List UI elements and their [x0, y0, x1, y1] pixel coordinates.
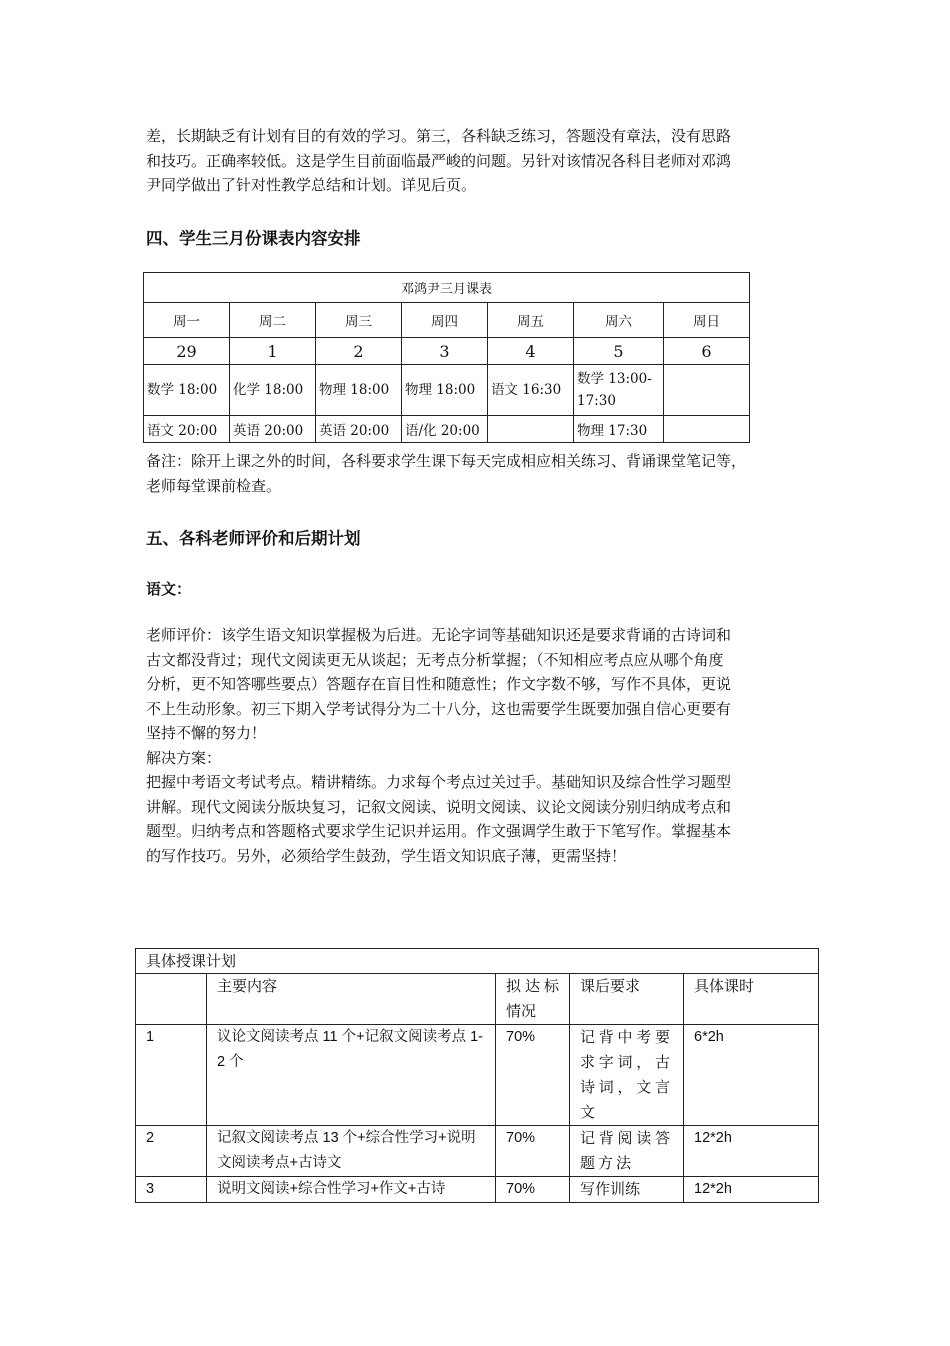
schedule-table [143, 272, 750, 443]
evaluation-line: 古文都没背过；现代文阅读更无从谈起；无考点分析掌握；（不知相应考点应从哪个角度 [146, 650, 724, 669]
class-cell: 语/化 20:00 [402, 416, 488, 443]
date-cell: 3 [402, 338, 488, 365]
class-cell: 英语 20:00 [230, 416, 316, 443]
row-requirement: 记背中考要求字词，古诗词，文言文 [570, 1025, 684, 1126]
day-header: 周日 [664, 303, 750, 338]
subject-label: 语文： [146, 580, 192, 598]
plan-title: 具体授课计划 [136, 949, 819, 974]
schedule-note [146, 449, 816, 498]
plan-header: 具体课时 [684, 974, 819, 1025]
class-cell [664, 365, 750, 416]
day-header: 周二 [230, 303, 316, 338]
row-target: 70% [496, 1177, 570, 1203]
date-cell: 5 [574, 338, 664, 365]
table-row [136, 1126, 819, 1177]
row-content: 说明文阅读+综合性学习+作文+古诗 [207, 1177, 496, 1203]
date-cell: 1 [230, 338, 316, 365]
class-cell: 数学 13:00-17:30 [574, 365, 664, 416]
solution-line: 讲解。现代文阅读分版块复习，记叙文阅读、说明文阅读、议论文阅读分别归纳成考点和 [146, 797, 732, 816]
class-cell [488, 416, 574, 443]
day-header: 周四 [402, 303, 488, 338]
solution-label: 解决方案： [146, 748, 222, 767]
row-number: 3 [136, 1177, 207, 1203]
teaching-plan-table [135, 948, 819, 1203]
date-cell: 4 [488, 338, 574, 365]
solution-line: 的写作技巧。另外，必须给学生鼓劲，学生语文知识底子薄，更需坚持！ [146, 846, 627, 865]
evaluation-line: 老师评价：该学生语文知识掌握极为后进。无论字词等基础知识还是要求背诵的古诗词和 [146, 626, 732, 644]
class-cell: 英语 20:00 [316, 416, 402, 443]
solution-line: 题型。归纳考点和答题格式要求学生记识并运用。作文强调学生敢于下笔写作。掌握基本 [146, 822, 732, 840]
row-content: 记叙文阅读考点 13 个+综合性学习+说明文阅读考点+古诗文 [207, 1126, 496, 1177]
day-header: 周一 [144, 303, 230, 338]
class-cell: 化学 18:00 [230, 365, 316, 416]
class-cell: 数学 18:00 [144, 365, 230, 416]
schedule-caption: 邓鸿尹三月课表 [144, 273, 750, 303]
row-number: 2 [136, 1126, 207, 1177]
teacher-evaluation [146, 623, 816, 868]
class-cell: 物理 18:00 [316, 365, 402, 416]
date-cell: 2 [316, 338, 402, 365]
evaluation-line: 分析，更不知答哪些要点）答题存在盲目性和随意性；作文字数不够，写作不具体，更说 [146, 675, 732, 693]
day-header: 周六 [574, 303, 664, 338]
intro-line: 和技巧。正确率较低。这是学生目前面临最严峻的问题。另针对该情况各科目老师对邓鸿 [146, 151, 732, 170]
note-line: 老师每堂课前检查。 [146, 476, 282, 495]
class-cell: 语文 16:30 [488, 365, 574, 416]
plan-header: 主要内容 [207, 974, 496, 1025]
row-hours: 12*2h [684, 1177, 819, 1203]
class-cell [664, 416, 750, 443]
solution-line: 把握中考语文考试考点。精讲精练。力求每个考点过关过手。基础知识及综合性学习题型 [146, 773, 732, 791]
table-row [136, 1025, 819, 1126]
row-target: 70% [496, 1025, 570, 1126]
plan-header: 拟达标情况 [496, 974, 570, 1025]
evaluation-line: 不上生动形象。初三下期入学考试得分为二十八分，这也需要学生既要加强自信心更要有 [146, 699, 732, 718]
intro-line: 尹同学做出了针对性教学总结和计划。详见后页。 [146, 176, 477, 194]
row-requirement: 记背阅读答题方法 [570, 1126, 684, 1177]
date-cell: 29 [144, 338, 230, 365]
day-header: 周五 [488, 303, 574, 338]
intro-paragraph [146, 124, 816, 198]
row-hours: 12*2h [684, 1126, 819, 1177]
table-row [136, 1177, 819, 1203]
section-4-heading: 四、学生三月份课表内容安排 [146, 229, 361, 248]
note-line: 备注：除开上课之外的时间，各科要求学生课下每天完成相应相关练习、背诵课堂笔记等， [146, 452, 747, 470]
class-cell: 物理 17:30 [574, 416, 664, 443]
plan-header [136, 974, 207, 1025]
section-5-heading: 五、各科老师评价和后期计划 [146, 529, 361, 548]
date-cell: 6 [664, 338, 750, 365]
row-target: 70% [496, 1126, 570, 1177]
evaluation-line: 坚持不懈的努力！ [146, 724, 267, 742]
row-number: 1 [136, 1025, 207, 1126]
row-hours: 6*2h [684, 1025, 819, 1126]
plan-header: 课后要求 [570, 974, 684, 1025]
class-cell: 语文 20:00 [144, 416, 230, 443]
class-cell: 物理 18:00 [402, 365, 488, 416]
row-requirement: 写作训练 [570, 1177, 684, 1203]
row-content: 议论文阅读考点 11 个+记叙文阅读考点 1-2 个 [207, 1025, 496, 1126]
intro-line: 差，长期缺乏有计划有目的有效的学习。第三，各科缺乏练习，答题没有章法，没有思路 [146, 127, 732, 145]
day-header: 周三 [316, 303, 402, 338]
